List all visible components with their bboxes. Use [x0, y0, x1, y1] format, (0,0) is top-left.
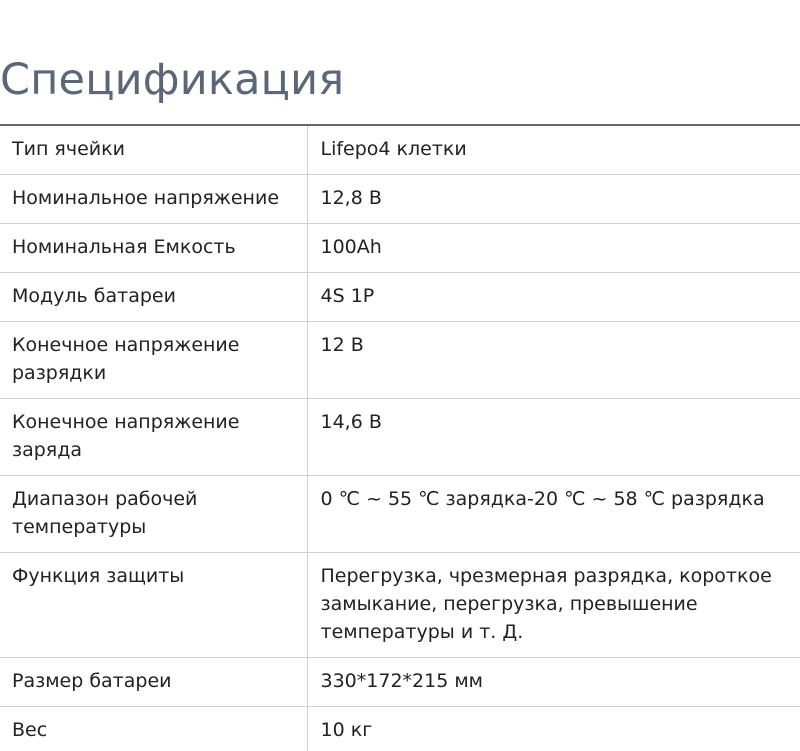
spec-label: Модуль батареи	[0, 273, 307, 322]
spec-label: Конечное напряжение заряда	[0, 399, 307, 476]
spec-label: Функция защиты	[0, 553, 307, 658]
table-row	[0, 322, 800, 399]
spec-value: 10 кг	[307, 707, 800, 751]
spec-label: Размер батареи	[0, 658, 307, 707]
spec-value: 330*172*215 мм	[307, 658, 800, 707]
spec-label: Диапазон рабочей температуры	[0, 476, 307, 553]
spec-value: 100Ah	[307, 224, 800, 273]
table-row	[0, 224, 800, 273]
spec-value: 12 В	[307, 322, 800, 399]
spec-value: Lifepo4 клетки	[307, 125, 800, 175]
spec-value: 0 ℃ ~ 55 ℃ зарядка-20 ℃ ~ 58 ℃ разрядка	[307, 476, 800, 553]
table-row	[0, 273, 800, 322]
spec-value: Перегрузка, чрезмерная разрядка, короткое замыкание, перегрузка, превышение температуры и т. Д.	[307, 553, 800, 658]
table-row	[0, 175, 800, 224]
specification-table	[0, 124, 800, 751]
spec-value: 12,8 В	[307, 175, 800, 224]
table-row	[0, 707, 800, 751]
spec-label: Номинальная Емкость	[0, 224, 307, 273]
table-row	[0, 125, 800, 175]
page-title: Спецификация	[0, 55, 345, 105]
table-row	[0, 553, 800, 658]
table-row	[0, 476, 800, 553]
spec-label: Вес	[0, 707, 307, 751]
spec-label: Конечное напряжение разрядки	[0, 322, 307, 399]
table-row	[0, 399, 800, 476]
table-row	[0, 658, 800, 707]
spec-label: Тип ячейки	[0, 125, 307, 175]
spec-value: 4S 1P	[307, 273, 800, 322]
spec-label: Номинальное напряжение	[0, 175, 307, 224]
spec-value: 14,6 В	[307, 399, 800, 476]
